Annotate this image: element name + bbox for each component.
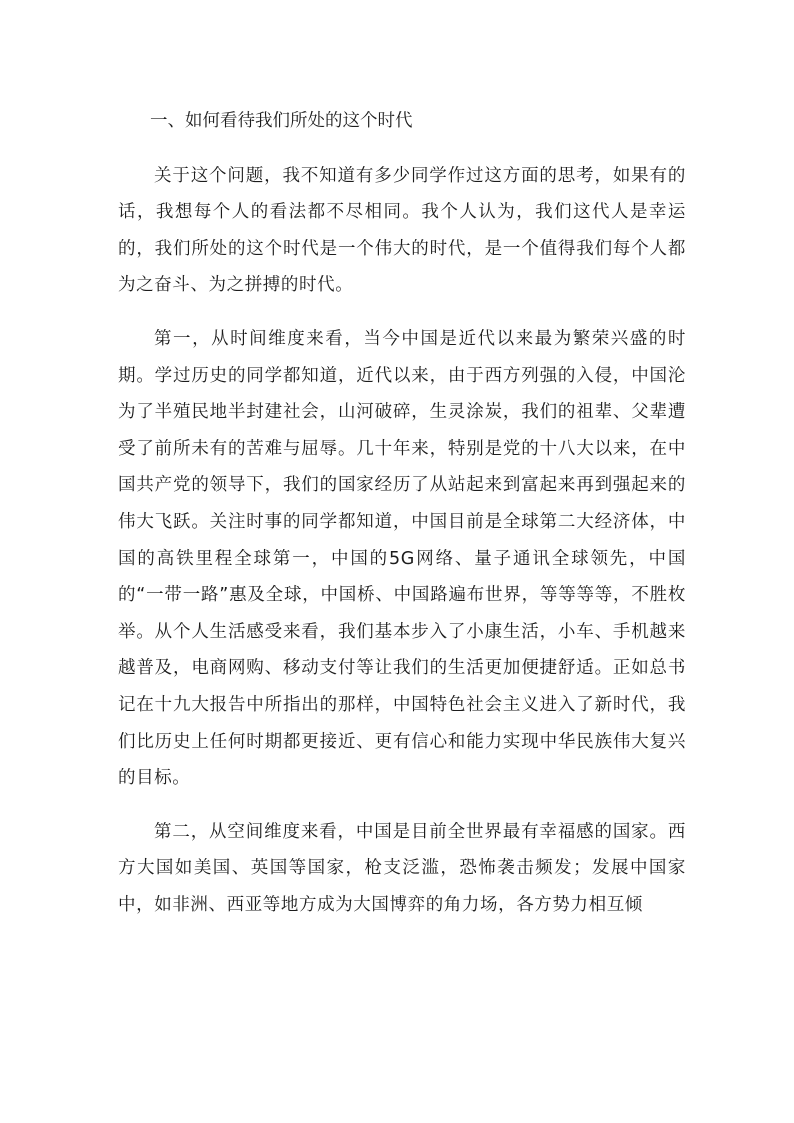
paragraph-intro: 关于这个问题，我不知道有多少同学作过这方面的思考，如果有的话，我想每个人的看法都不尽相同。我个人认为，我们这代人是幸运的，我们所处的这个时代是一个伟大的时代，是一个值得我们每个人都为之奋斗、为之拼搏的时代。: [118, 165, 686, 296]
paragraph-space-dimension: 第二，从空间维度来看，中国是目前全世界最有幸福感的国家。西方大国如美国、英国等国家，枪支泛滥，恐怖袭击频发；发展中国家中，如非洲、西亚等地方成为大国博弈的角力场，各方势力相互倾: [118, 821, 686, 915]
section-heading: 一、如何看待我们所处的这个时代: [150, 111, 413, 131]
paragraph-time-dimension: 第一，从时间维度来看，当今中国是近代以来最为繁荣兴盛的时期。学过历史的同学都知道，近代以来，由于西方列强的入侵，中国沦为了半殖民地半封建社会，山河破碎，生灵涂炭，我们的祖辈、父辈遭受了前所未有的苦难与屈辱。几十年来，特别是党的十八大以来，在中国共产党的领导下，我们的国家经历了从站起来到富起来再到强起来的伟大飞跃。关注时事的同学都知道，中国目前是全球第二大经济体，中国的高铁里程全球第一，中国的5G网络、量子通讯全球领先，中国的“一带一路”惠及全球，中国桥、中国路遍布世界，等等等等，不胜枚举。从个人生活感受来看，我们基本步入了小康生活，小车、手机越来越普及，电商网购、移动支付等让我们的生活更加便捷舒适。正如总书记在十九大报告中所指出的那样，中国特色社会主义进入了新时代，我们比历史上任何时期都更接近、更有信心和能力实现中华民族伟大复兴的目标。: [118, 328, 686, 789]
document-body: [118, 103, 686, 940]
